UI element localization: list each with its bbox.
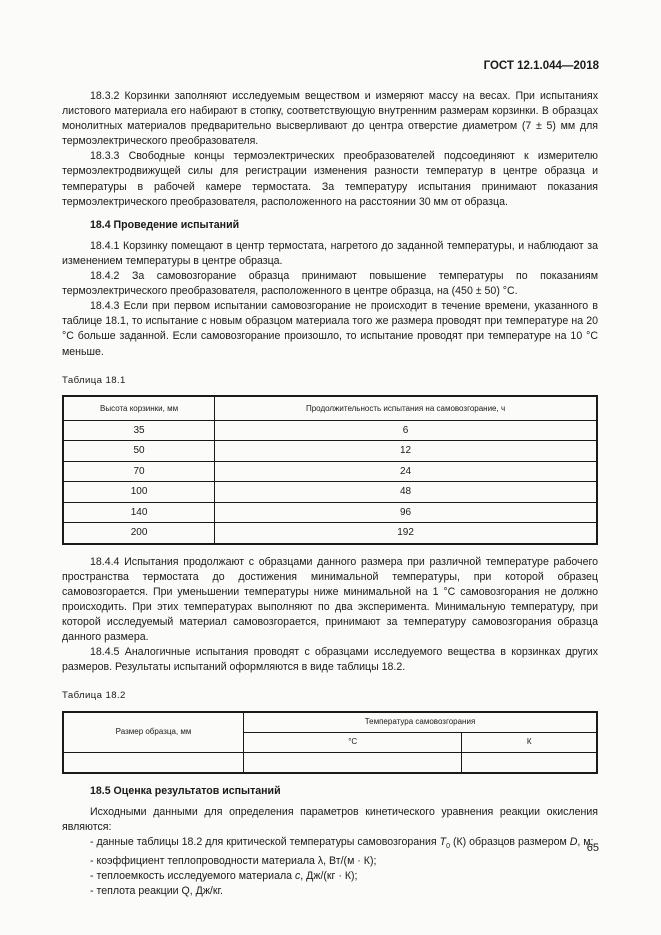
table-18-1	[62, 395, 598, 545]
table-18-2-subheader-kelvin: К	[462, 732, 597, 752]
paragraph-18-4-3: 18.4.3 Если при первом испытании самовозгорание не происходит в течение времени, указанного в таблице 18.1, то испытание с новым образцом материала того же размера проводят при температуре на 20 °С больше заданной. Если самовозгорание произошло, то испытание проводят при температуре на 10 °С меньше.	[62, 300, 598, 358]
symbol-d: D	[569, 835, 578, 848]
table-cell: 35	[63, 420, 215, 441]
symbol-t: T	[439, 835, 447, 848]
table-18-2-caption: Таблица 18.2	[62, 690, 126, 702]
table-row	[63, 441, 597, 462]
table-cell	[244, 752, 462, 773]
table-row	[63, 523, 597, 544]
table-cell	[63, 752, 244, 773]
table-cell: 100	[63, 482, 215, 503]
list-item	[62, 835, 598, 854]
symbol-c: c	[295, 870, 301, 883]
table-cell: 24	[215, 461, 597, 482]
table-cell: 70	[63, 461, 215, 482]
table-cell: 96	[215, 502, 597, 523]
list-item-text: - данные таблицы 18.2 для критической температуры самовозгорания	[90, 835, 440, 848]
table-row	[63, 482, 597, 503]
page-number: 65	[586, 842, 599, 854]
table-cell: 140	[63, 502, 215, 523]
paragraph-18-4-5: 18.4.5 Аналогичные испытания проводят с образцами исследуемого вещества в корзинках других размеров. Результаты испытаний оформляются в виде таблицы 18.2.	[62, 646, 598, 674]
table-18-1-header-duration: Продолжительность испытания на самовозгорание, ч	[215, 396, 597, 421]
table-cell: 12	[215, 441, 597, 462]
section-heading-18-4: 18.4 Проведение испытаний	[90, 218, 240, 231]
table-cell: 192	[215, 523, 597, 544]
table-18-2-subheader-celsius: °С	[244, 732, 462, 752]
table-cell: 48	[215, 482, 597, 503]
list-item: - теплота реакции Q, Дж/кг.	[90, 885, 223, 898]
table-cell: 200	[63, 523, 215, 544]
table-18-1-caption: Таблица 18.1	[62, 374, 126, 386]
paragraph-18-4-4: 18.4.4 Испытания продолжают с образцами данного размера при различной температуре рабочего пространства термостата до достижения минимальной температуры, при которой образец самовозгорается. При уменьшении температуры ниже минимальной на 1 °С самовозгорания не должно происходить. При этих температурах выполняют по два эксперимента. Минимальную температуру, при которой исследуемый материал самовозгорается, принимают за температуру самовозгорания образца данного размера.	[62, 555, 598, 644]
table-row	[63, 752, 597, 773]
symbol-subscript: 0	[446, 842, 450, 850]
table-18-2	[62, 711, 598, 774]
paragraph-18-4-2: 18.4.2 За самовозгорание образца принимают повышение температуры по показаниям термоэлектрического преобразователя, расположенного в центре образца, на (450 ± 50) °С.	[62, 270, 598, 298]
list-item-text: - теплоемкость исследуемого материала	[90, 870, 295, 883]
list-item-text: , Дж/(кг · К);	[300, 870, 358, 883]
paragraph-18-4-1: 18.4.1 Корзинку помещают в центр термостата, нагретого до заданной температуры, и наблюдают за изменением температуры в центре образца.	[62, 239, 598, 267]
paragraph-18-3-2: 18.3.2 Корзинки заполняют исследуемым веществом и измеряют массу на весах. При испытаниях листового материала его набирают в стопку, соответствующую внутренним размерам корзинки. В образцах монолитных материалов предварительно высверливают до центра отверстие диаметром (7 ± 5) мм для термоэлектрического преобразователя.	[62, 90, 598, 148]
section-heading-18-5: 18.5 Оценка результатов испытаний	[90, 784, 281, 797]
list-item-text: , м;	[577, 835, 594, 848]
standard-header: ГОСТ 12.1.044—2018	[483, 60, 599, 72]
table-cell: 50	[63, 441, 215, 462]
list-item: - коэффициент теплопроводности материала λ, Вт/(м · К);	[90, 855, 377, 868]
paragraph-initial-data: Исходными данными для определения параметров кинетического уравнения реакции окисления являются:	[62, 805, 598, 833]
table-18-2-header-size: Размер образца, мм	[63, 712, 244, 753]
table-18-2-header-temperature: Температура самовозгорания	[244, 712, 598, 733]
table-18-1-header-height: Высота корзинки, мм	[63, 396, 215, 421]
paragraph-18-3-3: 18.3.3 Свободные концы термоэлектрических преобразователей подсоединяют к измерителю термоэлектродвижущей силы для регистрации изменения разности температур в центре образца и температуры в рабочей камере термостата. За температуру испытания принимают показания термоэлектрического преобразователя, расположенного на расстоянии 30 мм от образца.	[62, 150, 598, 208]
table-row	[63, 420, 597, 441]
page-content	[62, 89, 598, 899]
table-row	[63, 502, 597, 523]
list-item-text: (К) образцов размером	[450, 835, 570, 848]
table-cell	[462, 752, 597, 773]
list-item	[62, 869, 598, 884]
table-cell: 6	[215, 420, 597, 441]
table-row	[63, 461, 597, 482]
